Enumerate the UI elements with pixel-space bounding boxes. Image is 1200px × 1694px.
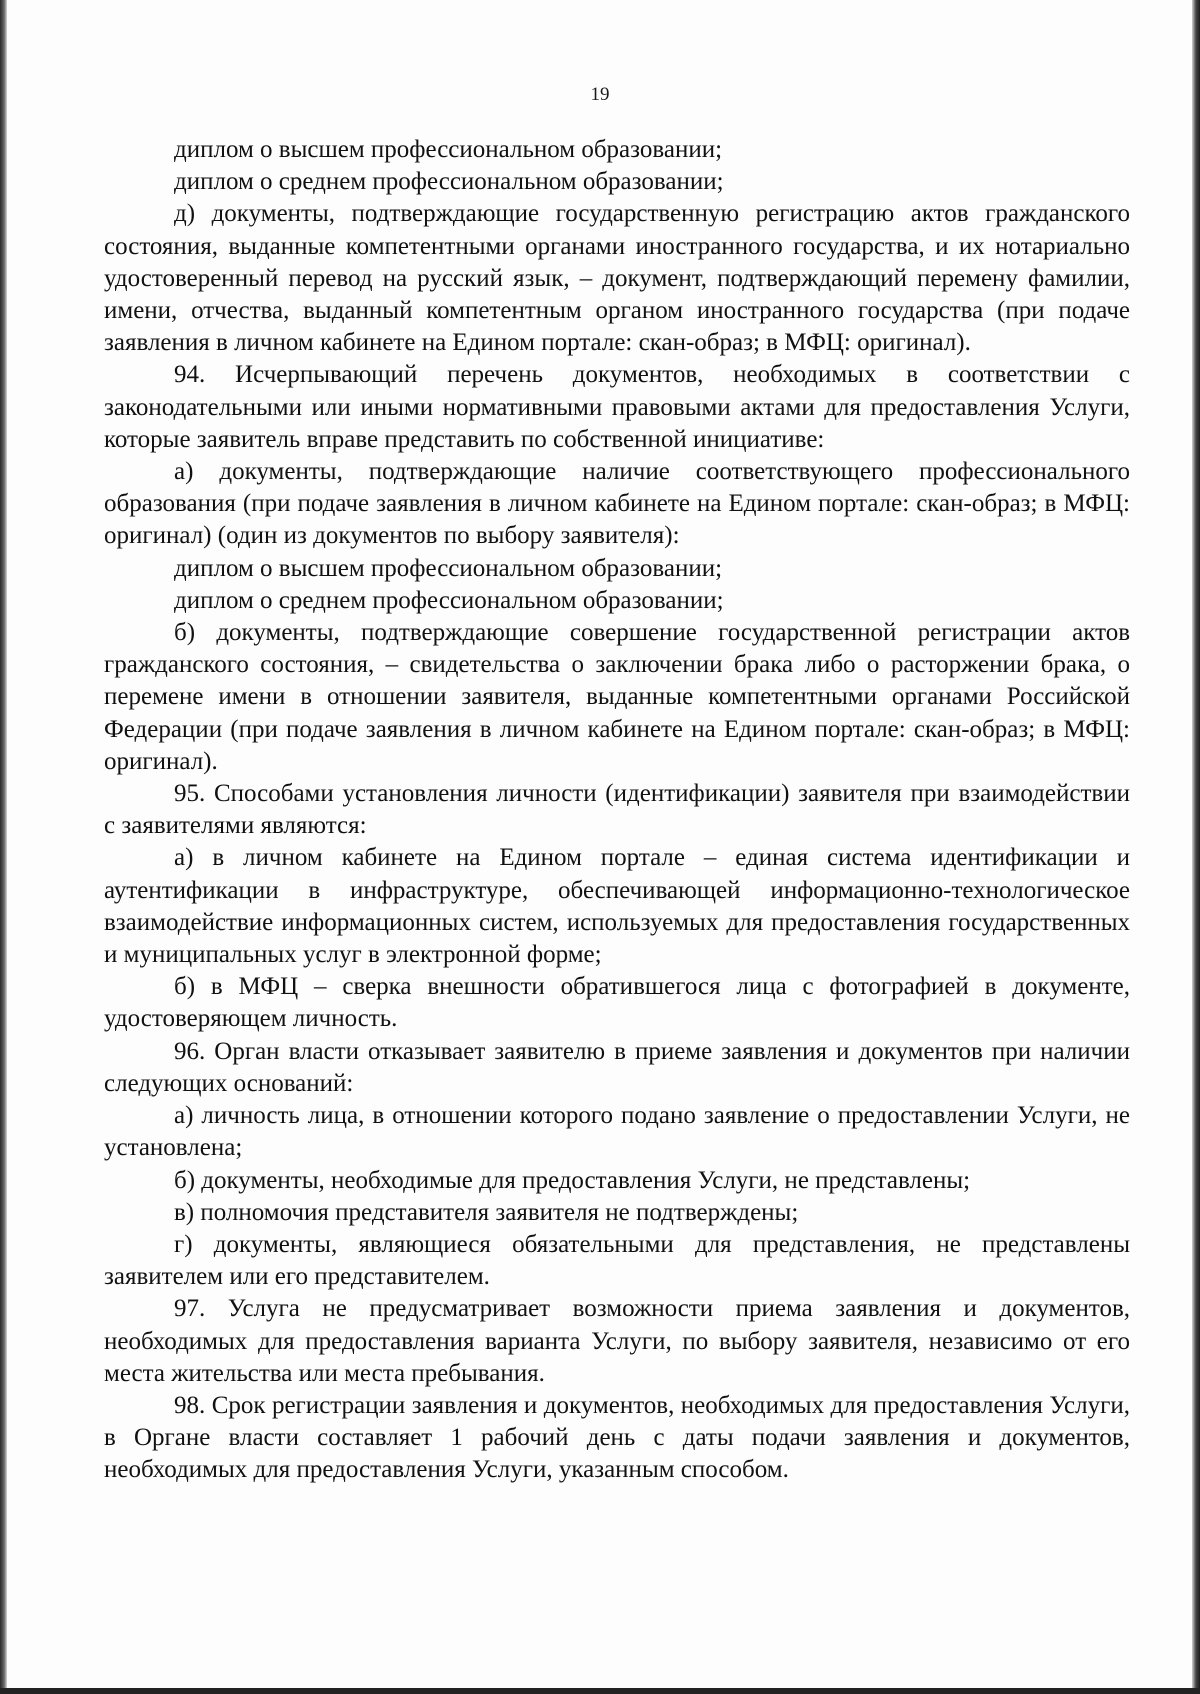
paragraph: 95. Способами установления личности (идентификации) заявителя при взаимодействии с заявителями являются:: [104, 780, 1130, 840]
paragraph: а) в личном кабинете на Едином портале – единая система идентификации и аутентификации в инфраструктуре, обеспечивающей информационно-технологическое взаимодействие информационных систем, используемых для предоставления государственных и муниципальных услуг в электронной форме;: [104, 844, 1130, 969]
paragraph: а) личность лица, в отношении которого подано заявление о предоставлении Услуги, не установлена;: [104, 1102, 1130, 1162]
paragraph: б) документы, подтверждающие совершение государственной регистрации актов гражданского состояния, – свидетельства о заключении брака либо о расторжении брака, о перемене имени в отношении заявителя, выданные компетентными органами Российской Федерации (при подаче заявления в личном кабинете на Едином портале: скан-образ; в МФЦ: оригинал).: [104, 619, 1130, 775]
scan-edge-left: [0, 0, 7, 1694]
paragraph: диплом о среднем профессиональном образовании;: [174, 168, 724, 196]
document-body: [104, 134, 1130, 1487]
paragraph: в) полномочия представителя заявителя не подтверждены;: [174, 1198, 799, 1226]
scan-edge-right: [1192, 0, 1200, 1694]
paragraph: диплом о высшем профессиональном образовании;: [174, 554, 723, 582]
paragraph: д) документы, подтверждающие государственную регистрацию актов гражданского состояния, выданные компетентными органами иностранного государства, и их нотариально удостоверенный перевод на русский язык, – документ, подтверждающий перемену фамилии, имени, отчества, выданный компетентным органом иностранного государства (при подаче заявления в личном кабинете на Едином портале: скан-образ; в МФЦ: оригинал).: [104, 200, 1130, 357]
paragraph: а) документы, подтверждающие наличие соответствующего профессионального образования (при подаче заявления в личном кабинете на Едином портале: скан-образ; в МФЦ: оригинал) (один из документов по выбору заявителя):: [104, 458, 1130, 550]
scan-edge-bottom: [0, 1688, 1200, 1694]
paragraph: г) документы, являющиеся обязательными для представления, не представлены заявителем или его представителем.: [104, 1230, 1130, 1291]
paragraph: б) документы, необходимые для предоставления Услуги, не представлены;: [174, 1166, 971, 1194]
page-number: 19: [590, 84, 610, 105]
paragraph: диплом о высшем профессиональном образовании;: [174, 136, 723, 163]
paragraph: 97. Услуга не предусматривает возможности приема заявления и документов, необходимых для предоставления варианта Услуги, по выбору заявителя, независимо от его места жительства или места пребывания.: [104, 1295, 1130, 1387]
paragraph: диплом о среднем профессиональном образовании;: [174, 586, 724, 614]
paragraph: б) в МФЦ – сверка внешности обратившегося лица с фотографией в документе, удостоверяющем личность.: [104, 973, 1130, 1033]
paragraph: 94. Исчерпывающий перечень документов, необходимых в соответствии с законодательными или иными нормативными правовыми актами для предоставления Услуги, которые заявитель вправе представить по собственной инициативе:: [104, 361, 1130, 453]
paragraph: 98. Срок регистрации заявления и документов, необходимых для предоставления Услуги, в Органе власти составляет 1 рабочий день с даты подачи заявления и документов, необходимых для предоставления Услуги, указанным способом.: [104, 1391, 1130, 1484]
paragraph: 96. Орган власти отказывает заявителю в приеме заявления и документов при наличии следующих оснований:: [104, 1037, 1130, 1097]
